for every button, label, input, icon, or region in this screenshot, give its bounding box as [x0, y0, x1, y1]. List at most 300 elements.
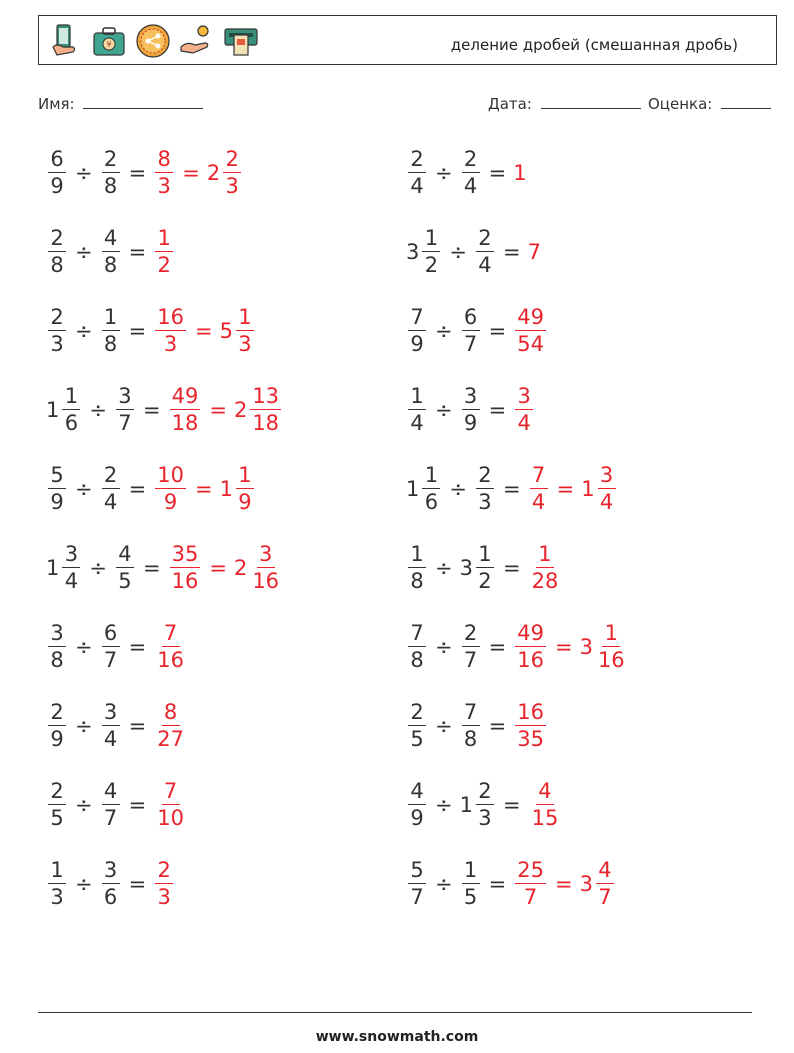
problem-item [46, 696, 188, 756]
numerator: 1 [62, 386, 80, 410]
numerator: 49 [517, 621, 544, 645]
svg-text:¥: ¥ [106, 40, 112, 49]
numerator: 2 [223, 149, 241, 173]
fraction [48, 623, 66, 671]
denominator: 3 [225, 174, 239, 198]
operand-b [100, 149, 122, 197]
problem-item [406, 459, 618, 519]
fraction [476, 228, 494, 276]
whole-number: 1 [581, 477, 595, 501]
denominator: 6 [103, 885, 118, 909]
numerator: 7 [408, 307, 426, 331]
numerator: 1 [236, 307, 254, 331]
problem-item [406, 301, 548, 361]
answer-fraction [528, 544, 563, 592]
denominator: 4 [599, 490, 614, 514]
divide-sign: ÷ [89, 398, 107, 422]
fraction [48, 228, 66, 276]
operand-a [406, 623, 428, 671]
divide-sign: ÷ [435, 398, 453, 422]
answer-fraction [528, 465, 550, 513]
numerator: 2 [102, 149, 120, 173]
answer-integer: 1 [513, 161, 527, 185]
answer-fraction [513, 386, 535, 434]
fraction [422, 465, 440, 513]
grade-label: Оценка: [648, 95, 713, 113]
problem-item [46, 854, 175, 914]
denominator: 8 [463, 727, 478, 751]
fraction [462, 702, 480, 750]
suitcase-icon [91, 23, 127, 59]
numerator: 16 [157, 305, 184, 329]
answer-fraction [513, 307, 548, 355]
fraction [48, 860, 66, 908]
date-field[interactable] [488, 94, 641, 113]
denominator: 8 [103, 332, 118, 356]
answer [168, 386, 283, 434]
denominator: 18 [171, 411, 199, 435]
problem-item [406, 143, 527, 203]
equals-sign: = [128, 319, 147, 343]
answer-equals-sign: = [194, 477, 213, 501]
fraction [250, 386, 281, 434]
answer-fraction [153, 702, 188, 750]
equals-sign: = [502, 477, 521, 501]
problem-item [406, 696, 548, 756]
answer [168, 544, 283, 592]
denominator: 2 [424, 253, 439, 277]
numerator: 3 [116, 386, 134, 410]
denominator: 9 [410, 332, 424, 356]
divide-sign: ÷ [435, 556, 453, 580]
numerator: 1 [476, 544, 494, 568]
denominator: 27 [157, 727, 184, 751]
operand-b [474, 465, 496, 513]
numerator: 1 [155, 228, 173, 252]
operand-b [474, 228, 496, 276]
fraction [408, 544, 426, 592]
fraction [102, 623, 120, 671]
fraction [102, 781, 120, 829]
numerator: 4 [536, 781, 554, 805]
denominator: 9 [50, 727, 64, 751]
hand-coin-icon [179, 23, 215, 59]
denominator: 3 [50, 332, 64, 356]
fraction [116, 544, 134, 592]
numerator: 2 [155, 860, 173, 884]
denominator: 9 [50, 174, 64, 198]
fraction [408, 149, 426, 197]
numerator: 6 [462, 307, 480, 331]
fraction [476, 465, 494, 513]
denominator: 7 [103, 806, 118, 830]
equals-sign: = [128, 872, 147, 896]
denominator: 4 [103, 490, 118, 514]
operand-b [460, 781, 496, 829]
answer-fraction [153, 307, 188, 355]
denominator: 3 [50, 885, 64, 909]
operand-b [100, 465, 122, 513]
numerator: 1 [536, 544, 554, 568]
numerator: 3 [462, 386, 480, 410]
numerator: 25 [517, 858, 544, 882]
numerator: 4 [408, 781, 426, 805]
whole-number: 3 [459, 556, 473, 580]
denominator: 8 [410, 648, 424, 672]
divide-sign: ÷ [435, 872, 453, 896]
fraction [530, 465, 548, 513]
fraction [476, 781, 494, 829]
denominator: 4 [463, 174, 478, 198]
denominator: 6 [64, 411, 79, 435]
numerator: 7 [408, 623, 426, 647]
problem-item [46, 380, 283, 440]
denominator: 9 [50, 490, 64, 514]
equals-sign: = [128, 240, 147, 264]
answer [528, 544, 563, 592]
denominator: 2 [478, 569, 492, 593]
numerator: 13 [252, 384, 280, 408]
fraction [170, 386, 201, 434]
whole-number: 3 [406, 240, 420, 264]
equals-sign: = [502, 793, 521, 817]
denominator: 9 [463, 411, 478, 435]
whole-number: 5 [219, 319, 233, 343]
operand-b [100, 307, 122, 355]
answer-equals-sign: = [554, 872, 573, 896]
operand-b [100, 702, 122, 750]
numerator: 49 [171, 384, 199, 408]
numerator: 1 [408, 386, 426, 410]
fraction [48, 702, 66, 750]
date-label: Дата: [488, 95, 532, 113]
answer [513, 307, 548, 355]
denominator: 3 [163, 332, 178, 356]
numerator: 4 [102, 228, 120, 252]
fraction [155, 465, 186, 513]
numerator: 6 [48, 149, 66, 173]
fraction [250, 544, 281, 592]
header-icons [47, 22, 259, 60]
denominator: 16 [252, 569, 280, 593]
equals-sign: = [142, 556, 161, 580]
denominator: 9 [238, 490, 252, 514]
operand-a [46, 544, 82, 592]
denominator: 3 [157, 174, 171, 198]
numerator: 7 [162, 623, 180, 647]
equals-sign: = [488, 319, 507, 343]
equals-sign: = [128, 714, 147, 738]
fraction [598, 465, 616, 513]
divide-sign: ÷ [435, 319, 453, 343]
answer [513, 860, 616, 908]
numerator: 1 [422, 465, 440, 489]
fraction [476, 544, 494, 592]
problem-item [406, 538, 562, 598]
fraction [530, 544, 561, 592]
denominator: 3 [478, 806, 492, 830]
answer-equals-sign: = [554, 635, 573, 659]
denominator: 10 [157, 806, 184, 830]
answer [513, 623, 628, 671]
fraction [515, 386, 533, 434]
operand-a [406, 544, 428, 592]
divide-sign: ÷ [75, 240, 93, 264]
denominator: 4 [410, 174, 424, 198]
divide-sign: ÷ [435, 161, 453, 185]
numerator: 2 [102, 465, 120, 489]
fraction [155, 781, 186, 829]
denominator: 4 [410, 411, 424, 435]
operand-a [406, 781, 428, 829]
worksheet-title: деление дробей (смешанная дробь) [450, 36, 738, 54]
numerator: 1 [422, 228, 440, 252]
fraction [155, 702, 186, 750]
fraction [408, 860, 426, 908]
answer [513, 702, 548, 750]
fraction [462, 386, 480, 434]
answer [153, 860, 175, 908]
operand-a [46, 781, 68, 829]
answer-fraction [168, 544, 203, 592]
divide-sign: ÷ [449, 240, 467, 264]
divide-sign: ÷ [75, 872, 93, 896]
equals-sign: = [488, 714, 507, 738]
answer-mixed [580, 860, 616, 908]
problem-item [406, 380, 535, 440]
numerator: 7 [462, 702, 480, 726]
numerator: 2 [408, 702, 426, 726]
divide-sign: ÷ [75, 635, 93, 659]
divide-sign: ÷ [75, 161, 93, 185]
denominator: 6 [424, 490, 439, 514]
answer-fraction [513, 623, 548, 671]
grade-field[interactable] [648, 94, 771, 113]
operand-b [114, 544, 136, 592]
fraction [408, 623, 426, 671]
numerator: 2 [476, 781, 494, 805]
answer-fraction [168, 386, 203, 434]
footer-url: www.snowmath.com [315, 1029, 479, 1045]
answer [528, 465, 618, 513]
fraction [408, 307, 426, 355]
denominator: 16 [157, 648, 184, 672]
whole-number: 1 [459, 793, 473, 817]
problem-item [46, 538, 283, 598]
operand-b [460, 307, 482, 355]
numerator: 7 [530, 465, 548, 489]
fraction [102, 702, 120, 750]
numerator: 3 [257, 544, 275, 568]
fraction [515, 860, 546, 908]
denominator: 3 [157, 885, 171, 909]
denominator: 3 [478, 490, 492, 514]
denominator: 7 [463, 332, 478, 356]
numerator: 5 [48, 465, 66, 489]
equals-sign: = [488, 398, 507, 422]
numerator: 2 [48, 781, 66, 805]
answer-fraction [513, 702, 548, 750]
numerator: 3 [102, 860, 120, 884]
divide-sign: ÷ [435, 793, 453, 817]
answer [153, 149, 243, 197]
answer-mixed [234, 386, 283, 434]
fraction [223, 149, 241, 197]
share-button-icon [135, 23, 171, 59]
numerator: 3 [62, 544, 80, 568]
denominator: 8 [50, 648, 64, 672]
operand-b [460, 623, 482, 671]
whole-number: 1 [46, 556, 60, 580]
divide-sign: ÷ [89, 556, 107, 580]
numerator: 4 [596, 860, 614, 884]
problem-item [406, 775, 562, 835]
whole-number: 2 [233, 398, 248, 422]
equals-sign: = [488, 872, 507, 896]
fraction [62, 544, 80, 592]
equals-sign: = [488, 635, 507, 659]
operand-a [46, 149, 68, 197]
operand-b [460, 860, 482, 908]
numerator: 2 [462, 623, 480, 647]
answer [513, 161, 526, 185]
answer-fraction [153, 623, 188, 671]
operand-a [46, 386, 82, 434]
answer-fraction [513, 860, 548, 908]
denominator: 7 [118, 411, 132, 435]
operand-b [100, 228, 122, 276]
operand-a [406, 149, 428, 197]
whole-number: 3 [579, 872, 593, 896]
fraction [155, 149, 173, 197]
answer-mixed [580, 623, 629, 671]
denominator: 35 [517, 727, 544, 751]
answer-mixed [220, 307, 256, 355]
denominator: 54 [517, 332, 544, 356]
fraction [155, 307, 186, 355]
answer-equals-sign: = [182, 161, 200, 185]
fraction [48, 465, 66, 513]
numerator: 3 [48, 623, 66, 647]
denominator: 28 [531, 569, 559, 593]
denominator: 5 [463, 885, 478, 909]
equals-sign: = [488, 161, 507, 185]
whole-number: 1 [219, 477, 233, 501]
whole-number: 3 [579, 635, 593, 659]
name-field[interactable] [38, 94, 203, 113]
denominator: 18 [252, 411, 280, 435]
fraction [48, 149, 66, 197]
operand-b [100, 781, 122, 829]
fraction [48, 307, 66, 355]
denominator: 15 [531, 806, 559, 830]
answer-fraction [153, 149, 175, 197]
fraction [422, 228, 440, 276]
numerator: 1 [48, 860, 66, 884]
denominator: 2 [157, 253, 171, 277]
fraction [462, 623, 480, 671]
answer [153, 307, 256, 355]
denominator: 5 [410, 727, 424, 751]
fraction [155, 860, 173, 908]
answer-equals-sign: = [209, 398, 227, 422]
operand-b [460, 544, 496, 592]
divide-sign: ÷ [75, 319, 93, 343]
answer-integer: 7 [527, 240, 541, 264]
numerator: 7 [162, 781, 180, 805]
grade-line [721, 94, 771, 109]
numerator: 3 [102, 702, 120, 726]
operand-a [406, 465, 442, 513]
denominator: 16 [517, 648, 544, 672]
numerator: 3 [515, 386, 533, 410]
whole-number: 2 [206, 161, 221, 185]
denominator: 8 [103, 253, 118, 277]
divide-sign: ÷ [435, 714, 453, 738]
numerator: 6 [102, 623, 120, 647]
problem-item [46, 775, 188, 835]
answer-mixed [220, 465, 256, 513]
denominator: 7 [410, 885, 424, 909]
footer-divider [38, 1012, 752, 1013]
answer-mixed [581, 465, 617, 513]
numerator: 1 [408, 544, 426, 568]
fraction [596, 623, 627, 671]
fraction [515, 702, 546, 750]
operand-b [100, 860, 122, 908]
fraction [116, 386, 134, 434]
fraction [155, 228, 173, 276]
operand-a [406, 228, 442, 276]
answer-mixed [207, 149, 243, 197]
fraction [236, 465, 254, 513]
denominator: 4 [478, 253, 492, 277]
answer [153, 228, 175, 276]
name-line [83, 94, 203, 109]
fraction [515, 623, 546, 671]
equals-sign: = [128, 477, 147, 501]
answer-fraction [528, 781, 563, 829]
fraction [236, 307, 254, 355]
answer [528, 781, 563, 829]
numerator: 8 [162, 702, 180, 726]
fraction [170, 544, 201, 592]
problem-item [406, 617, 629, 677]
numerator: 1 [602, 623, 620, 647]
divide-sign: ÷ [75, 793, 93, 817]
fraction [102, 307, 120, 355]
worksheet-header [38, 15, 777, 65]
denominator: 8 [410, 569, 424, 593]
whole-number: 2 [233, 556, 248, 580]
answer-equals-sign: = [194, 319, 213, 343]
divide-sign: ÷ [75, 714, 93, 738]
answer [153, 623, 188, 671]
fraction [515, 307, 546, 355]
operand-b [460, 702, 482, 750]
answer-equals-sign: = [556, 477, 575, 501]
divide-sign: ÷ [435, 635, 453, 659]
fraction [462, 307, 480, 355]
operand-a [46, 702, 68, 750]
denominator: 9 [163, 490, 178, 514]
fraction [462, 860, 480, 908]
numerator: 2 [408, 149, 426, 173]
answer-fraction [153, 228, 175, 276]
equals-sign: = [142, 398, 161, 422]
operand-a [406, 702, 428, 750]
problem-item [46, 301, 256, 361]
